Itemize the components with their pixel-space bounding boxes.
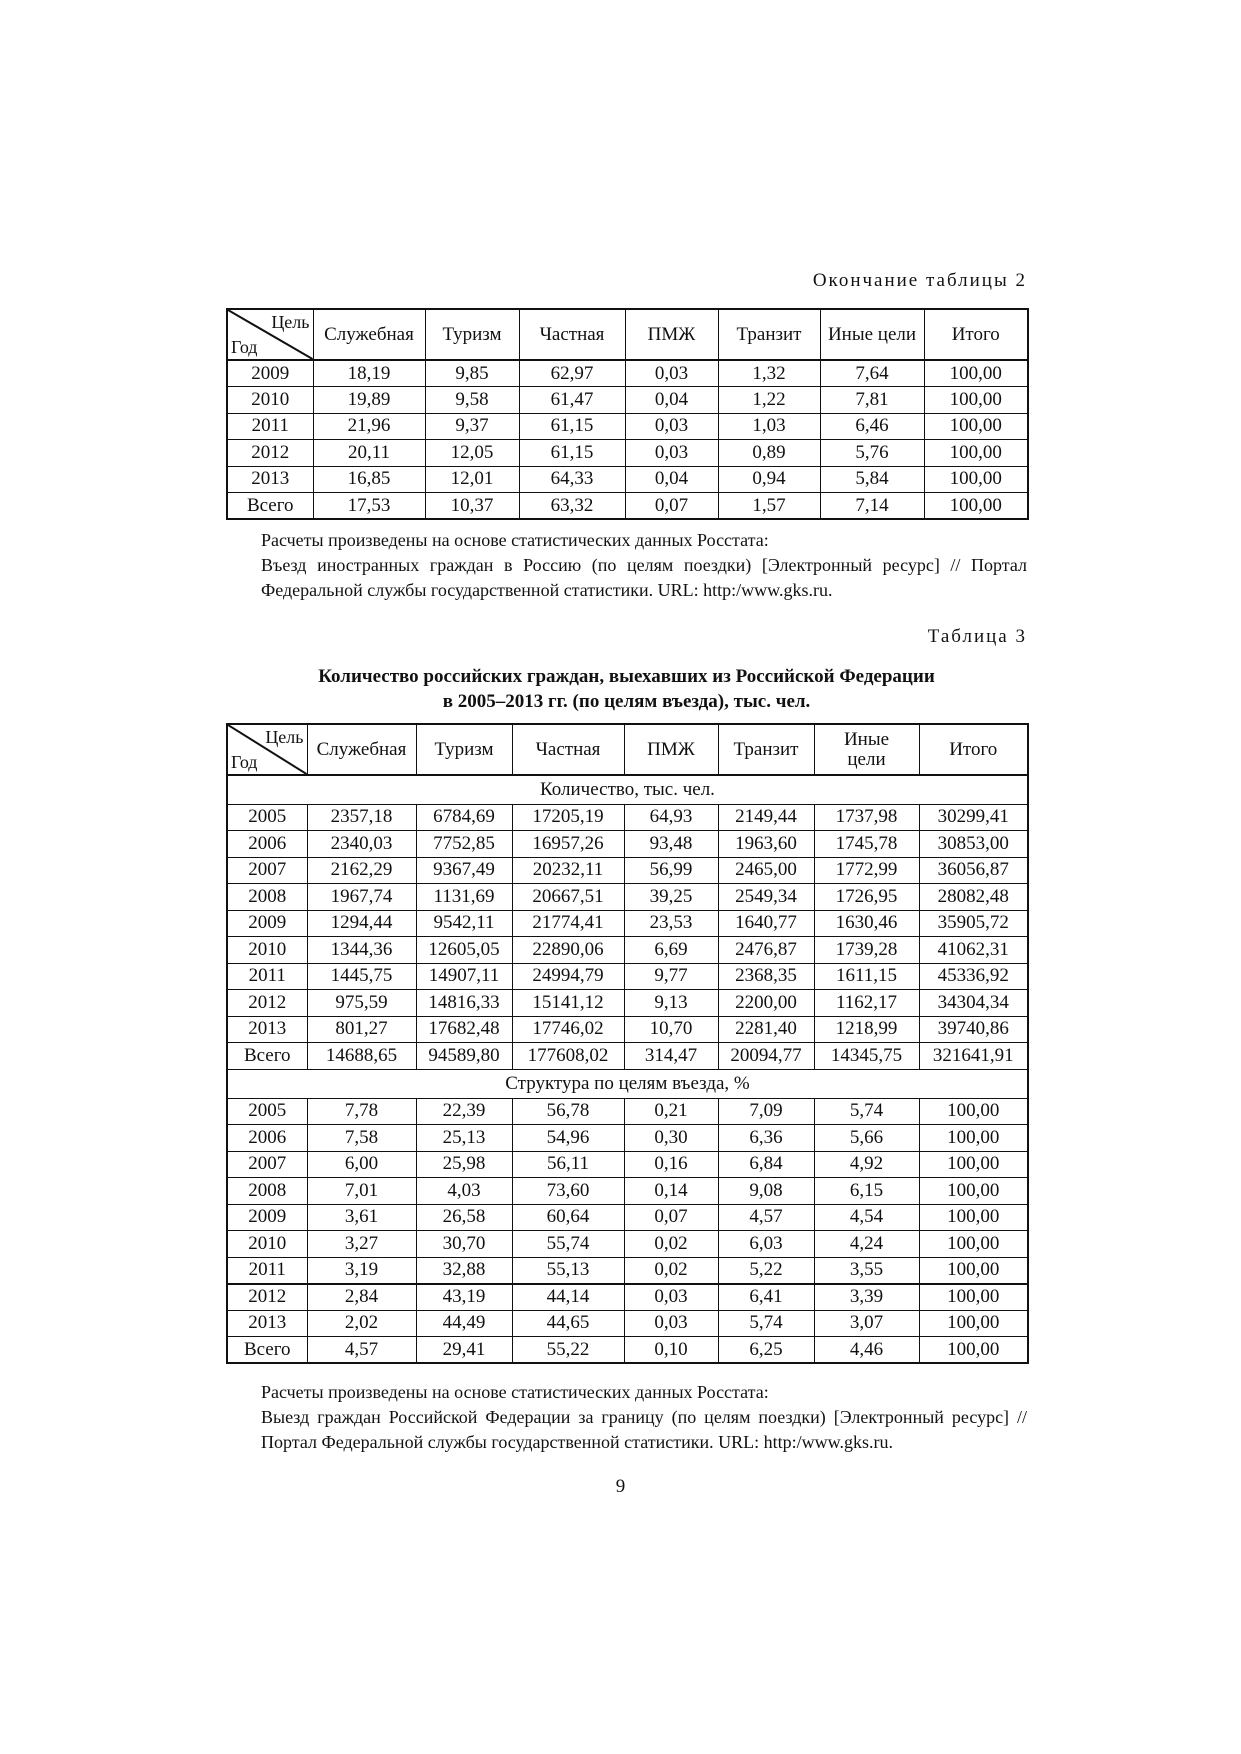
cell-value: 4,57 <box>718 1204 814 1231</box>
cell-value: 3,27 <box>307 1231 416 1258</box>
cell-value: 2200,00 <box>718 990 814 1017</box>
cell-value: 55,13 <box>512 1257 624 1284</box>
note-line: Расчеты произведены на основе статистических данных Росстата: <box>261 530 769 550</box>
title-line: Количество российских граждан, выехавших из Российской Федерации <box>318 666 935 687</box>
cell-value: 1344,36 <box>307 937 416 964</box>
cell-value: 0,03 <box>624 1284 718 1311</box>
cell-value: 1162,17 <box>814 990 919 1017</box>
corner-header <box>227 309 313 360</box>
table3-caption: Таблица 3 <box>927 626 1027 647</box>
cell-value: 801,27 <box>307 1016 416 1043</box>
cell-value: 100,00 <box>919 1204 1028 1231</box>
row-year: 2009 <box>227 360 313 387</box>
cell-value: 16,85 <box>313 466 425 493</box>
column-header: ПМЖ <box>625 309 718 360</box>
column-header: Транзит <box>718 724 814 775</box>
cell-value: 1739,28 <box>814 937 919 964</box>
table-row <box>227 1310 1028 1337</box>
table-row <box>227 1337 1028 1364</box>
row-year: 2011 <box>227 963 307 990</box>
table2-note <box>261 528 1027 603</box>
corner-header <box>227 724 307 775</box>
row-year: 2013 <box>227 466 313 493</box>
table2 <box>226 308 1029 520</box>
cell-value: 3,07 <box>814 1310 919 1337</box>
cell-value: 54,96 <box>512 1125 624 1152</box>
cell-value: 0,21 <box>624 1098 718 1125</box>
cell-value: 2281,40 <box>718 1016 814 1043</box>
row-year: 2009 <box>227 910 307 937</box>
cell-value: 15141,12 <box>512 990 624 1017</box>
cell-value: 35905,72 <box>919 910 1028 937</box>
cell-value: 4,03 <box>416 1178 512 1205</box>
cell-value: 4,24 <box>814 1231 919 1258</box>
cell-value: 56,99 <box>624 857 718 884</box>
table3 <box>226 723 1029 1364</box>
cell-value: 12605,05 <box>416 937 512 964</box>
cell-value: 1630,46 <box>814 910 919 937</box>
cell-value: 314,47 <box>624 1043 718 1070</box>
cell-value: 1967,74 <box>307 884 416 911</box>
cell-value: 56,78 <box>512 1098 624 1125</box>
cell-value: 100,00 <box>919 1151 1028 1178</box>
cell-value: 1772,99 <box>814 857 919 884</box>
table-row <box>227 804 1028 831</box>
cell-value: 14688,65 <box>307 1043 416 1070</box>
cell-value: 0,03 <box>625 360 718 387</box>
cell-value: 2162,29 <box>307 857 416 884</box>
cell-value: 100,00 <box>924 387 1028 414</box>
row-year: 2010 <box>227 387 313 414</box>
cell-value: 9,13 <box>624 990 718 1017</box>
cell-value: 1640,77 <box>718 910 814 937</box>
column-header: Туризм <box>416 724 512 775</box>
cell-value: 7,78 <box>307 1098 416 1125</box>
cell-value: 100,00 <box>919 1337 1028 1364</box>
cell-value: 41062,31 <box>919 937 1028 964</box>
cell-value: 19,89 <box>313 387 425 414</box>
column-header: Служебная <box>313 309 425 360</box>
note-line: Расчеты произведены на основе статистических данных Росстата: <box>261 1382 769 1402</box>
cell-value: 6,03 <box>718 1231 814 1258</box>
cell-value: 10,70 <box>624 1016 718 1043</box>
cell-value: 5,66 <box>814 1125 919 1152</box>
corner-year: Год <box>231 752 258 772</box>
cell-value: 321641,91 <box>919 1043 1028 1070</box>
column-header: Частная <box>512 724 624 775</box>
cell-value: 21774,41 <box>512 910 624 937</box>
cell-value: 1611,15 <box>814 963 919 990</box>
row-year: 2010 <box>227 937 307 964</box>
cell-value: 30299,41 <box>919 804 1028 831</box>
cell-value: 39740,86 <box>919 1016 1028 1043</box>
cell-value: 7,09 <box>718 1098 814 1125</box>
cell-value: 45336,92 <box>919 963 1028 990</box>
cell-value: 0,94 <box>718 466 820 493</box>
cell-value: 4,92 <box>814 1151 919 1178</box>
cell-value: 4,46 <box>814 1337 919 1364</box>
cell-value: 34304,34 <box>919 990 1028 1017</box>
cell-value: 18,19 <box>313 360 425 387</box>
cell-value: 12,05 <box>425 440 519 467</box>
table3-title <box>226 664 1027 714</box>
cell-value: 6,69 <box>624 937 718 964</box>
row-year: 2011 <box>227 413 313 440</box>
cell-value: 55,74 <box>512 1231 624 1258</box>
cell-value: 6,00 <box>307 1151 416 1178</box>
cell-value: 73,60 <box>512 1178 624 1205</box>
cell-value: 6,84 <box>718 1151 814 1178</box>
cell-value: 6,15 <box>814 1178 919 1205</box>
cell-value: 1,22 <box>718 387 820 414</box>
cell-value: 12,01 <box>425 466 519 493</box>
row-year: 2006 <box>227 1125 307 1152</box>
table-row <box>227 1204 1028 1231</box>
row-year: Всего <box>227 1043 307 1070</box>
cell-value: 6,36 <box>718 1125 814 1152</box>
row-year: 2007 <box>227 857 307 884</box>
column-header: Частная <box>519 309 625 360</box>
table-row <box>227 1043 1028 1070</box>
cell-value: 7752,85 <box>416 831 512 858</box>
cell-value: 2,84 <box>307 1284 416 1311</box>
row-year: Всего <box>227 1337 307 1364</box>
table-row <box>227 1284 1028 1311</box>
cell-value: 20667,51 <box>512 884 624 911</box>
corner-purpose: Цель <box>271 312 310 332</box>
table-row <box>227 1231 1028 1258</box>
cell-value: 9367,49 <box>416 857 512 884</box>
cell-value: 3,19 <box>307 1257 416 1284</box>
cell-value: 64,33 <box>519 466 625 493</box>
cell-value: 26,58 <box>416 1204 512 1231</box>
row-year: 2011 <box>227 1257 307 1284</box>
cell-value: 28082,48 <box>919 884 1028 911</box>
cell-value: 5,84 <box>820 466 924 493</box>
table-row <box>227 360 1028 387</box>
cell-value: 7,14 <box>820 493 924 520</box>
page-number: 9 <box>615 1476 626 1497</box>
table-row <box>227 884 1028 911</box>
section-row <box>227 1069 1028 1098</box>
cell-value: 7,64 <box>820 360 924 387</box>
cell-value: 22,39 <box>416 1098 512 1125</box>
row-year: Всего <box>227 493 313 520</box>
row-year: 2010 <box>227 1231 307 1258</box>
cell-value: 0,14 <box>624 1178 718 1205</box>
cell-value: 0,07 <box>625 493 718 520</box>
row-year: 2009 <box>227 1204 307 1231</box>
corner-year: Год <box>231 337 258 357</box>
table-row <box>227 466 1028 493</box>
cell-value: 7,58 <box>307 1125 416 1152</box>
table-row <box>227 937 1028 964</box>
cell-value: 6,41 <box>718 1284 814 1311</box>
row-year: 2006 <box>227 831 307 858</box>
cell-value: 14907,11 <box>416 963 512 990</box>
row-year: 2012 <box>227 440 313 467</box>
cell-value: 2149,44 <box>718 804 814 831</box>
cell-value: 0,04 <box>625 387 718 414</box>
cell-value: 7,01 <box>307 1178 416 1205</box>
cell-value: 16957,26 <box>512 831 624 858</box>
cell-value: 22890,06 <box>512 937 624 964</box>
cell-value: 20232,11 <box>512 857 624 884</box>
cell-value: 1745,78 <box>814 831 919 858</box>
column-header: Иные цели <box>814 724 919 775</box>
cell-value: 100,00 <box>919 1125 1028 1152</box>
cell-value: 4,57 <box>307 1337 416 1364</box>
table-row <box>227 413 1028 440</box>
cell-value: 100,00 <box>924 466 1028 493</box>
cell-value: 177608,02 <box>512 1043 624 1070</box>
cell-value: 6784,69 <box>416 804 512 831</box>
cell-value: 2368,35 <box>718 963 814 990</box>
row-year: 2005 <box>227 1098 307 1125</box>
cell-value: 17,53 <box>313 493 425 520</box>
cell-value: 14816,33 <box>416 990 512 1017</box>
cell-value: 14345,75 <box>814 1043 919 1070</box>
cell-value: 5,76 <box>820 440 924 467</box>
cell-value: 5,22 <box>718 1257 814 1284</box>
table-row <box>227 990 1028 1017</box>
cell-value: 1963,60 <box>718 831 814 858</box>
cell-value: 5,74 <box>814 1098 919 1125</box>
cell-value: 25,13 <box>416 1125 512 1152</box>
cell-value: 1294,44 <box>307 910 416 937</box>
row-year: 2005 <box>227 804 307 831</box>
cell-value: 5,74 <box>718 1310 814 1337</box>
cell-value: 20094,77 <box>718 1043 814 1070</box>
cell-value: 0,30 <box>624 1125 718 1152</box>
cell-value: 3,61 <box>307 1204 416 1231</box>
cell-value: 20,11 <box>313 440 425 467</box>
cell-value: 64,93 <box>624 804 718 831</box>
cell-value: 9,08 <box>718 1178 814 1205</box>
cell-value: 63,32 <box>519 493 625 520</box>
cell-value: 100,00 <box>919 1178 1028 1205</box>
row-year: 2012 <box>227 1284 307 1311</box>
cell-value: 17205,19 <box>512 804 624 831</box>
cell-value: 9542,11 <box>416 910 512 937</box>
cell-value: 56,11 <box>512 1151 624 1178</box>
cell-value: 3,55 <box>814 1257 919 1284</box>
cell-value: 0,04 <box>625 466 718 493</box>
column-header: Иные цели <box>820 309 924 360</box>
cell-value: 25,98 <box>416 1151 512 1178</box>
cell-value: 100,00 <box>924 440 1028 467</box>
cell-value: 61,15 <box>519 440 625 467</box>
cell-value: 4,54 <box>814 1204 919 1231</box>
cell-value: 100,00 <box>919 1257 1028 1284</box>
cell-value: 0,89 <box>718 440 820 467</box>
cell-value: 1,03 <box>718 413 820 440</box>
section-label: Структура по целям въезда, % <box>227 1069 1028 1098</box>
cell-value: 100,00 <box>919 1098 1028 1125</box>
cell-value: 0,10 <box>624 1337 718 1364</box>
cell-value: 0,03 <box>625 413 718 440</box>
table2-caption: Окончание таблицы 2 <box>812 270 1027 291</box>
row-year: 2008 <box>227 884 307 911</box>
table-row <box>227 1098 1028 1125</box>
table-row <box>227 1016 1028 1043</box>
row-year: 2012 <box>227 990 307 1017</box>
cell-value: 0,16 <box>624 1151 718 1178</box>
cell-value: 7,81 <box>820 387 924 414</box>
title-line: в 2005–2013 гг. (по целям въезда), тыс. чел. <box>442 691 811 712</box>
cell-value: 1445,75 <box>307 963 416 990</box>
table-row <box>227 387 1028 414</box>
cell-value: 1131,69 <box>416 884 512 911</box>
cell-value: 36056,87 <box>919 857 1028 884</box>
column-header: Итого <box>919 724 1028 775</box>
cell-value: 100,00 <box>924 413 1028 440</box>
cell-value: 24994,79 <box>512 963 624 990</box>
cell-value: 0,03 <box>625 440 718 467</box>
cell-value: 2340,03 <box>307 831 416 858</box>
table-row <box>227 910 1028 937</box>
cell-value: 30,70 <box>416 1231 512 1258</box>
cell-value: 44,65 <box>512 1310 624 1337</box>
cell-value: 17746,02 <box>512 1016 624 1043</box>
cell-value: 2465,00 <box>718 857 814 884</box>
row-year: 2008 <box>227 1178 307 1205</box>
cell-value: 32,88 <box>416 1257 512 1284</box>
cell-value: 30853,00 <box>919 831 1028 858</box>
section-label: Количество, тыс. чел. <box>227 775 1028 804</box>
cell-value: 23,53 <box>624 910 718 937</box>
cell-value: 1726,95 <box>814 884 919 911</box>
cell-value: 100,00 <box>919 1231 1028 1258</box>
cell-value: 100,00 <box>919 1284 1028 1311</box>
cell-value: 62,97 <box>519 360 625 387</box>
cell-value: 975,59 <box>307 990 416 1017</box>
cell-value: 2476,87 <box>718 937 814 964</box>
column-header: ПМЖ <box>624 724 718 775</box>
table-row <box>227 963 1028 990</box>
cell-value: 3,39 <box>814 1284 919 1311</box>
cell-value: 1,32 <box>718 360 820 387</box>
row-year: 2013 <box>227 1310 307 1337</box>
cell-value: 44,49 <box>416 1310 512 1337</box>
cell-value: 2549,34 <box>718 884 814 911</box>
cell-value: 0,07 <box>624 1204 718 1231</box>
note-source: Выезд граждан Российской Федерации за границу (по целям поездки) [Электронный ресурс] // Портал Федеральной службы государственной статистики. URL: http:/www.gks.ru. <box>261 1407 1027 1452</box>
row-year: 2007 <box>227 1151 307 1178</box>
cell-value: 9,58 <box>425 387 519 414</box>
cell-value: 61,15 <box>519 413 625 440</box>
note-source: Въезд иностранных граждан в Россию (по целям поездки) [Электронный ресурс] // Портал Федеральной службы государственной статистики. URL: http:/www.gks.ru. <box>261 555 1027 600</box>
cell-value: 0,02 <box>624 1231 718 1258</box>
cell-value: 6,25 <box>718 1337 814 1364</box>
cell-value: 1737,98 <box>814 804 919 831</box>
cell-value: 93,48 <box>624 831 718 858</box>
cell-value: 43,19 <box>416 1284 512 1311</box>
cell-value: 0,03 <box>624 1310 718 1337</box>
table-row <box>227 1257 1028 1284</box>
row-year: 2013 <box>227 1016 307 1043</box>
cell-value: 29,41 <box>416 1337 512 1364</box>
cell-value: 39,25 <box>624 884 718 911</box>
cell-value: 1,57 <box>718 493 820 520</box>
table-row <box>227 1125 1028 1152</box>
table-row <box>227 1151 1028 1178</box>
corner-purpose: Цель <box>265 727 304 747</box>
table-row <box>227 1178 1028 1205</box>
cell-value: 60,64 <box>512 1204 624 1231</box>
section-row <box>227 775 1028 804</box>
cell-value: 17682,48 <box>416 1016 512 1043</box>
column-header: Туризм <box>425 309 519 360</box>
cell-value: 61,47 <box>519 387 625 414</box>
cell-value: 2357,18 <box>307 804 416 831</box>
cell-value: 44,14 <box>512 1284 624 1311</box>
cell-value: 10,37 <box>425 493 519 520</box>
cell-value: 1218,99 <box>814 1016 919 1043</box>
table-row <box>227 440 1028 467</box>
cell-value: 9,37 <box>425 413 519 440</box>
table-row <box>227 493 1028 520</box>
table-row <box>227 831 1028 858</box>
cell-value: 100,00 <box>924 360 1028 387</box>
column-header: Итого <box>924 309 1028 360</box>
cell-value: 2,02 <box>307 1310 416 1337</box>
table-row <box>227 857 1028 884</box>
cell-value: 6,46 <box>820 413 924 440</box>
cell-value: 55,22 <box>512 1337 624 1364</box>
cell-value: 94589,80 <box>416 1043 512 1070</box>
column-header: Служебная <box>307 724 416 775</box>
cell-value: 0,02 <box>624 1257 718 1284</box>
cell-value: 100,00 <box>919 1310 1028 1337</box>
table3-note <box>261 1380 1027 1455</box>
cell-value: 100,00 <box>924 493 1028 520</box>
cell-value: 9,77 <box>624 963 718 990</box>
cell-value: 9,85 <box>425 360 519 387</box>
cell-value: 21,96 <box>313 413 425 440</box>
column-header: Транзит <box>718 309 820 360</box>
